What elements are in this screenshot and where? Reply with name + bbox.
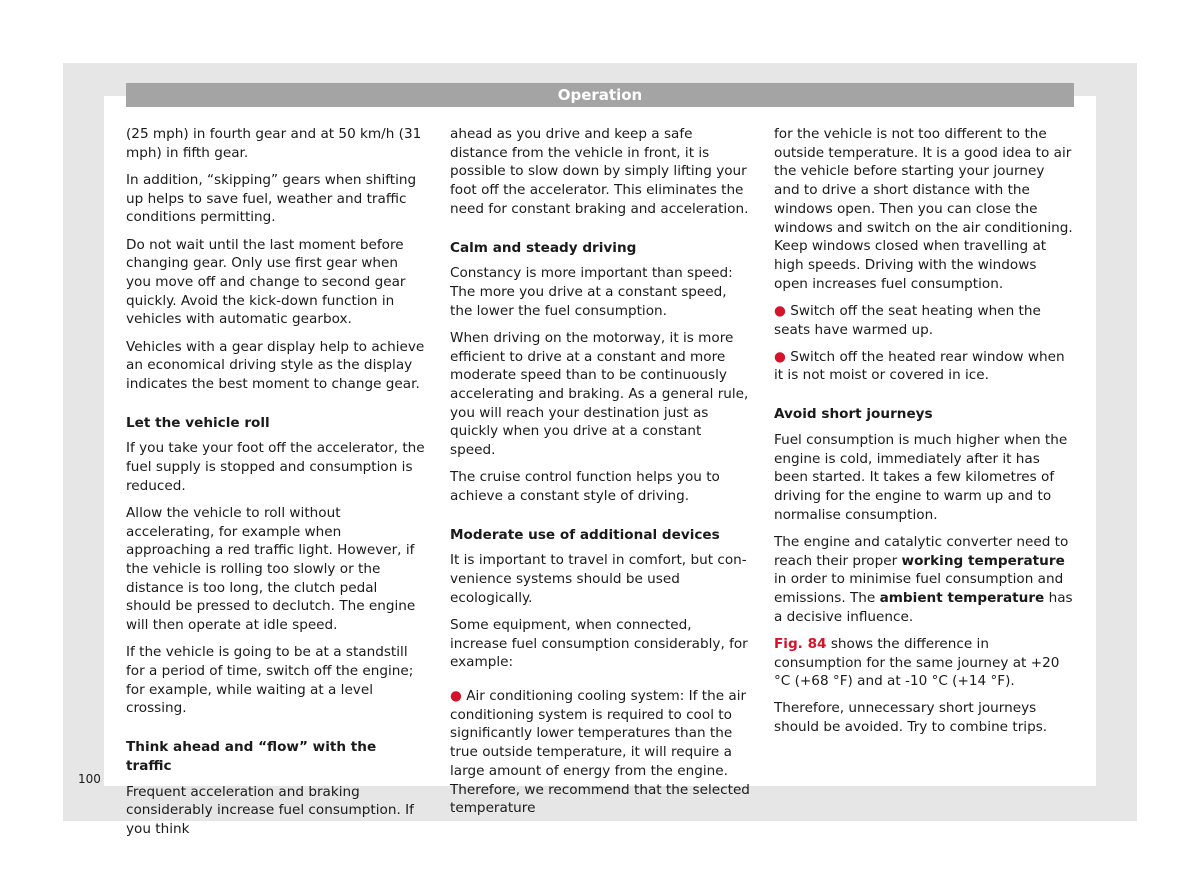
text-column-1 <box>126 125 426 847</box>
paragraph: In addition, “skipping” gears when shifting up helps to save fuel, weather and traffic conditions permitting. <box>126 171 417 226</box>
subheading: Think ahead and “flow” with the traffic <box>126 739 377 774</box>
paragraph: Do not wait until the last moment before changing gear. Only use first gear when you move off and change to second gear quickly. Avoid the kick-down function in vehicles with automatic gearbox. <box>126 236 406 328</box>
paragraph: for the vehicle is not too different to the outside temperature. It is a good idea to air the vehicle before starting your journey and to drive a short distance with the windows open. Then you can close the windows and switch on the air conditioning. Keep windows closed when travelling at high speeds. Driving with the windows open increases fuel consumption. <box>774 126 1073 292</box>
figure-reference-link[interactable]: Fig. 84 <box>774 635 827 652</box>
text-column-2 <box>450 125 750 827</box>
paragraph: Vehicles with a gear display help to achieve an economical driving style as the display indicates the best moment to change gear. <box>126 338 425 392</box>
bullet-icon: ● <box>774 348 786 365</box>
bullet-text: Switch off the heated rear window when it is not moist or covered in ice. <box>774 348 1065 384</box>
bullet-item <box>450 687 750 818</box>
subheading: Calm and steady driving <box>450 239 637 256</box>
text-column-3 <box>774 125 1074 745</box>
bullet-text: Air conditioning cooling system: If the air conditioning system is required to cool to significantly lower temperatures than the true outside temperature, it will require a large amount of energy from the engine. Therefore, we recommend that the selected temperature <box>450 688 750 817</box>
paragraph: If the vehicle is going to be at a standstill for a period of time, switch off the engine; for example, while waiting at a level crossing. <box>126 644 414 717</box>
paragraph: The cruise control function helps you to achieve a constant style of driving. <box>450 469 720 504</box>
section-title: Operation <box>557 86 643 104</box>
paragraph <box>774 635 1074 691</box>
subheading: Avoid short journeys <box>774 406 933 423</box>
subheading: Let the vehicle roll <box>126 414 270 431</box>
bullet-item <box>774 348 1074 385</box>
bullet-icon: ● <box>450 688 462 705</box>
bullet-item <box>774 302 1074 339</box>
bullet-icon: ● <box>774 302 786 319</box>
paragraph: Constancy is more important than speed: The more you drive at a constant speed, the lower the fuel consumption. <box>450 265 733 319</box>
subheading: Moderate use of additional devices <box>450 526 720 543</box>
bullet-text: Switch off the seat heating when the seats have warmed up. <box>774 302 1041 338</box>
text-run: The engine and catalytic converter need to reach their proper <box>774 533 1069 569</box>
paragraph: (25 mph) in fourth gear and at 50 km/h (31 mph) in fifth gear. <box>126 126 422 161</box>
paragraph: If you take your foot off the accelerator, the fuel supply is stopped and consumption is reduced. <box>126 440 425 494</box>
paragraph: Some equipment, when connected, increase fuel consumption considerably, for example: <box>450 616 748 671</box>
paragraph: Allow the vehicle to roll without accelerating, for example when approaching a red traffic light. However, if the vehicle is rolling too slowly or the distance is too long, the clutch pedal should be pressed to declutch. The engine will then operate at idle speed. <box>126 504 416 634</box>
bold-term: working temperature <box>901 552 1065 569</box>
paragraph: Fuel consumption is much higher when the engine is cold, immediately after it has been started. It takes a few kilometres of driving for the engine to warm up and to normalise consumption. <box>774 431 1068 523</box>
paragraph: When driving on the motorway, it is more efficient to drive at a constant and more moderate speed than to be continuously accelerating and braking. As a general rule, you will reach your destination just as quickly when you drive at a constant speed. <box>450 329 749 459</box>
text-run: in order to minimise fuel consumption and emissions. The <box>774 571 1064 606</box>
text-run: shows the difference in consumption for the same journey at +20 °C (+68 °F) and at -10 °C (+14 °F). <box>774 635 1060 690</box>
paragraph: It is important to travel in comfort, but convenience systems should be used ecologically. <box>450 552 747 606</box>
section-header <box>126 83 1074 107</box>
page-number: 100 <box>78 772 101 786</box>
paragraph: ahead as you drive and keep a safe distance from the vehicle in front, it is possible to slow down by simply lifting your foot off the accelerator. This eliminates the need for constant braking and acceleration. <box>450 126 749 217</box>
paragraph: Frequent acceleration and braking considerably increase fuel consumption. If you think <box>126 783 414 837</box>
bold-term: ambient temperature <box>879 589 1045 606</box>
text-run: has a decisive influence. <box>774 589 1073 625</box>
paragraph <box>774 533 1074 627</box>
paragraph: Therefore, unnecessary short journeys should be avoided. Try to combine trips. <box>774 700 1048 736</box>
